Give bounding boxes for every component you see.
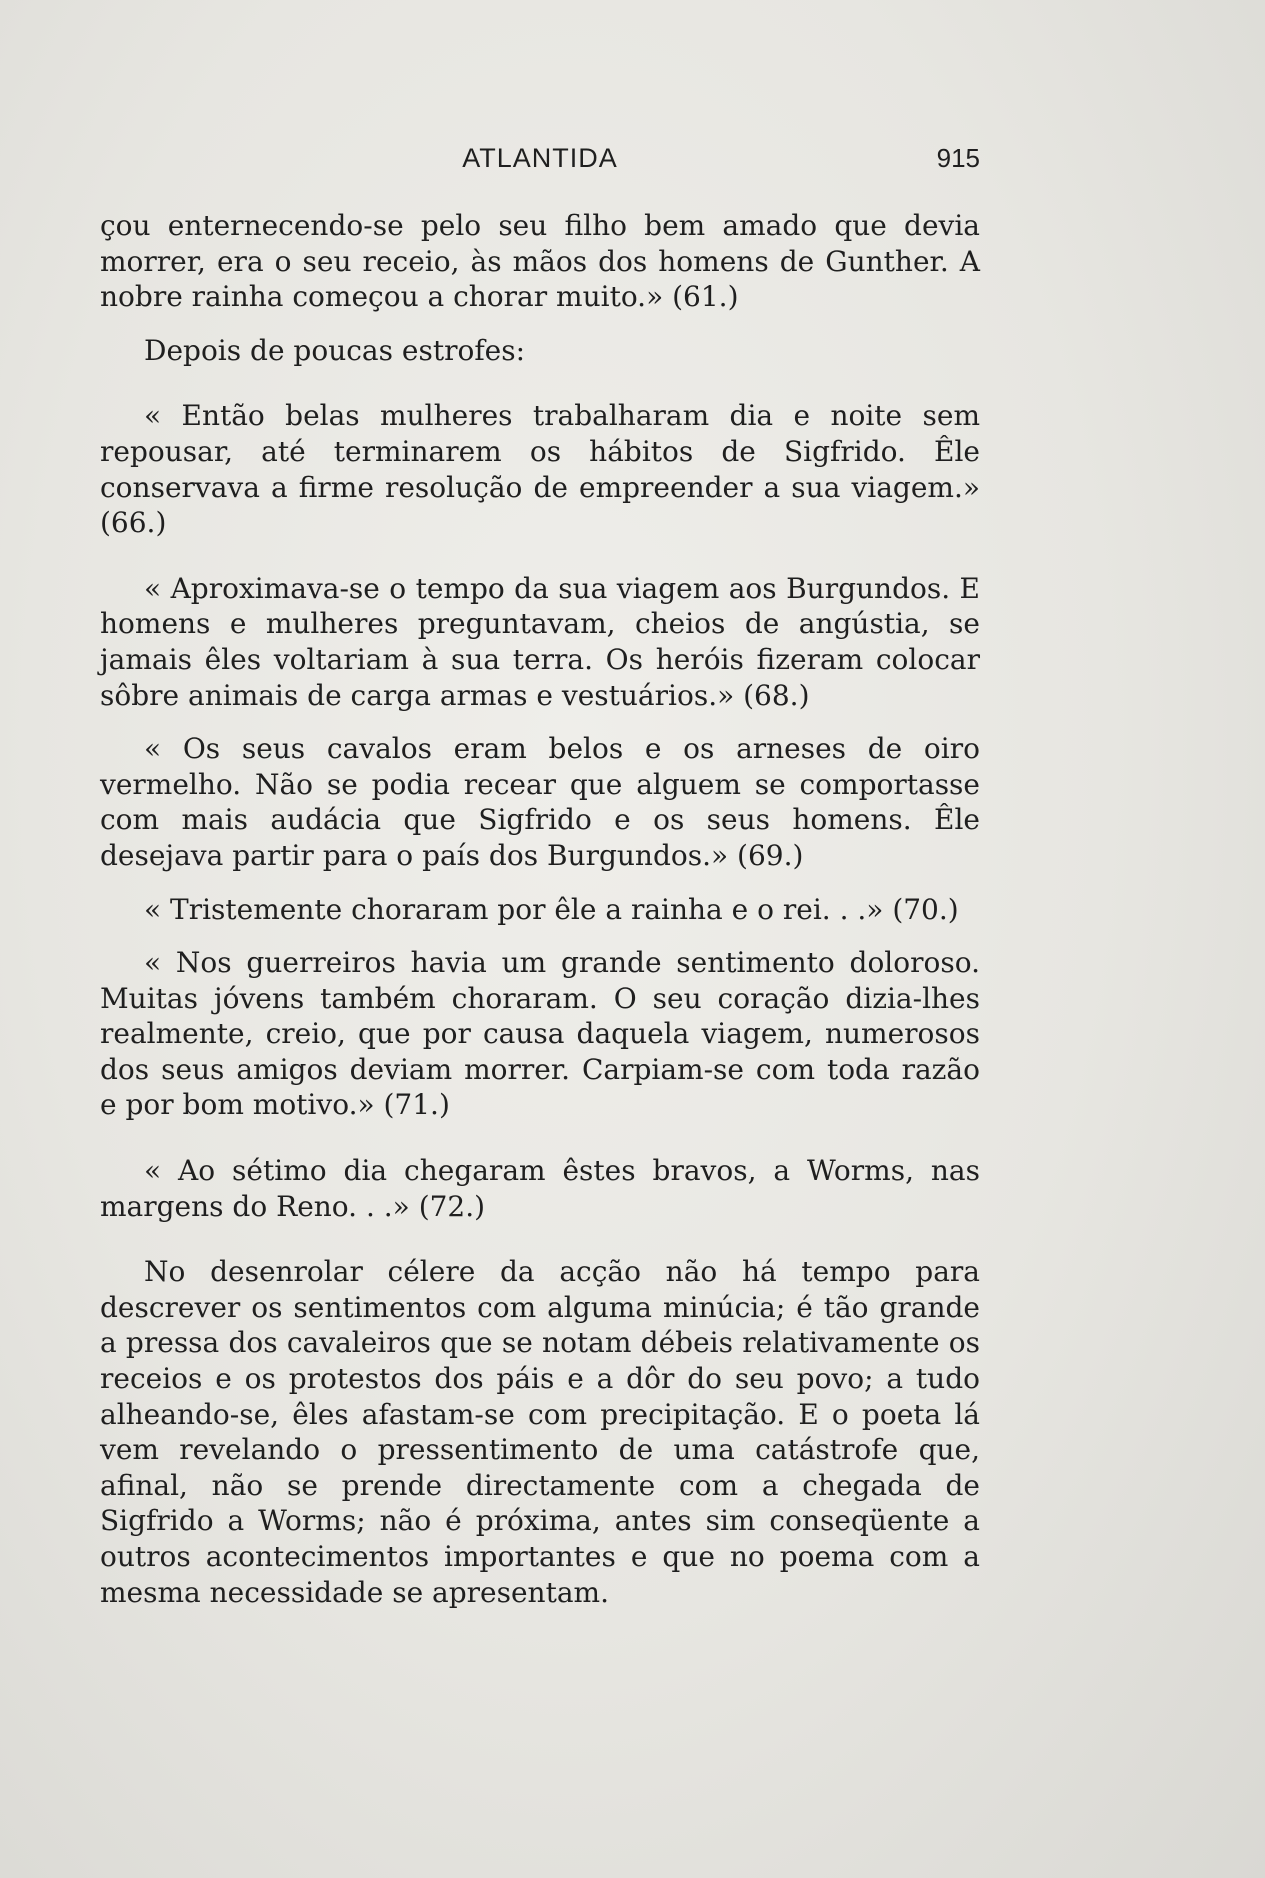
quote-stanza-70: « Tristemente choraram por êle a rainha e o rei. . .» (70.): [144, 892, 959, 926]
page-number: 915: [936, 143, 980, 173]
page-header: [100, 143, 980, 183]
quote-stanza-71: « Nos guerreiros havia um grande sentimento doloroso. Muitas jóvens também choraram. O seu coração dizia-lhes realmente, creio, que por causa daquela viagem, numerosos dos seus amigos deviam morrer. Carpiam-se com toda razão e por bom motivo.» (71.): [100, 946, 980, 1122]
paragraph-intro: Depois de poucas estrofes:: [144, 333, 526, 367]
paragraph-commentary: No desenrolar célere da acção não há tempo para descrever os sentimentos com alguma minúcia; é tão grande a pressa dos cavaleiros que se notam débeis relativamente os receios e os protestos dos páis e a dôr do seu povo; a tudo alheando-se, êles afastam-se com precipitação. E o poeta lá vem revelando o pressentimento de uma catástrofe que, afinal, não se prende directamente com a chegada de Sigfrido a Worms; não é próxima, antes sim conseqüente a outros acontecimentos importantes e que no poema com a mesma necessidade se apresentam.: [100, 1255, 980, 1609]
body-text: [100, 208, 980, 1610]
quote-stanza-68: « Aproximava-se o tempo da sua viagem aos Burgundos. E homens e mulheres preguntavam, cheios de angústia, se jamais êles voltariam à sua terra. Os heróis fizeram colocar sôbre animais de carga armas e vestuários.» (68.): [100, 571, 980, 712]
quote-stanza-66: « Então belas mulheres trabalharam dia e noite sem repousar, até terminarem os hábitos de Sigfrido. Êle conservava a firme resolução de empreender a sua viagem.» (66.): [100, 399, 980, 540]
quote-stanza-69: « Os seus cavalos eram belos e os arneses de oiro vermelho. Não se podia recear que alguem se comportasse com mais audácia que Sigfrido e os seus homens. Êle desejava partir para o país dos Burgundos.» (69.): [100, 732, 980, 872]
paragraph-continuation: çou enternecendo-se pelo seu filho bem amado que devia morrer, era o seu receio, às mãos dos homens de Gunther. A nobre rainha começou a chorar muito.» (61.): [100, 209, 980, 314]
running-title: ATLANTIDA: [462, 143, 618, 173]
quote-stanza-72: « Ao sétimo dia chegaram êstes bravos, a Worms, nas margens do Reno. . .» (72.): [100, 1154, 980, 1223]
